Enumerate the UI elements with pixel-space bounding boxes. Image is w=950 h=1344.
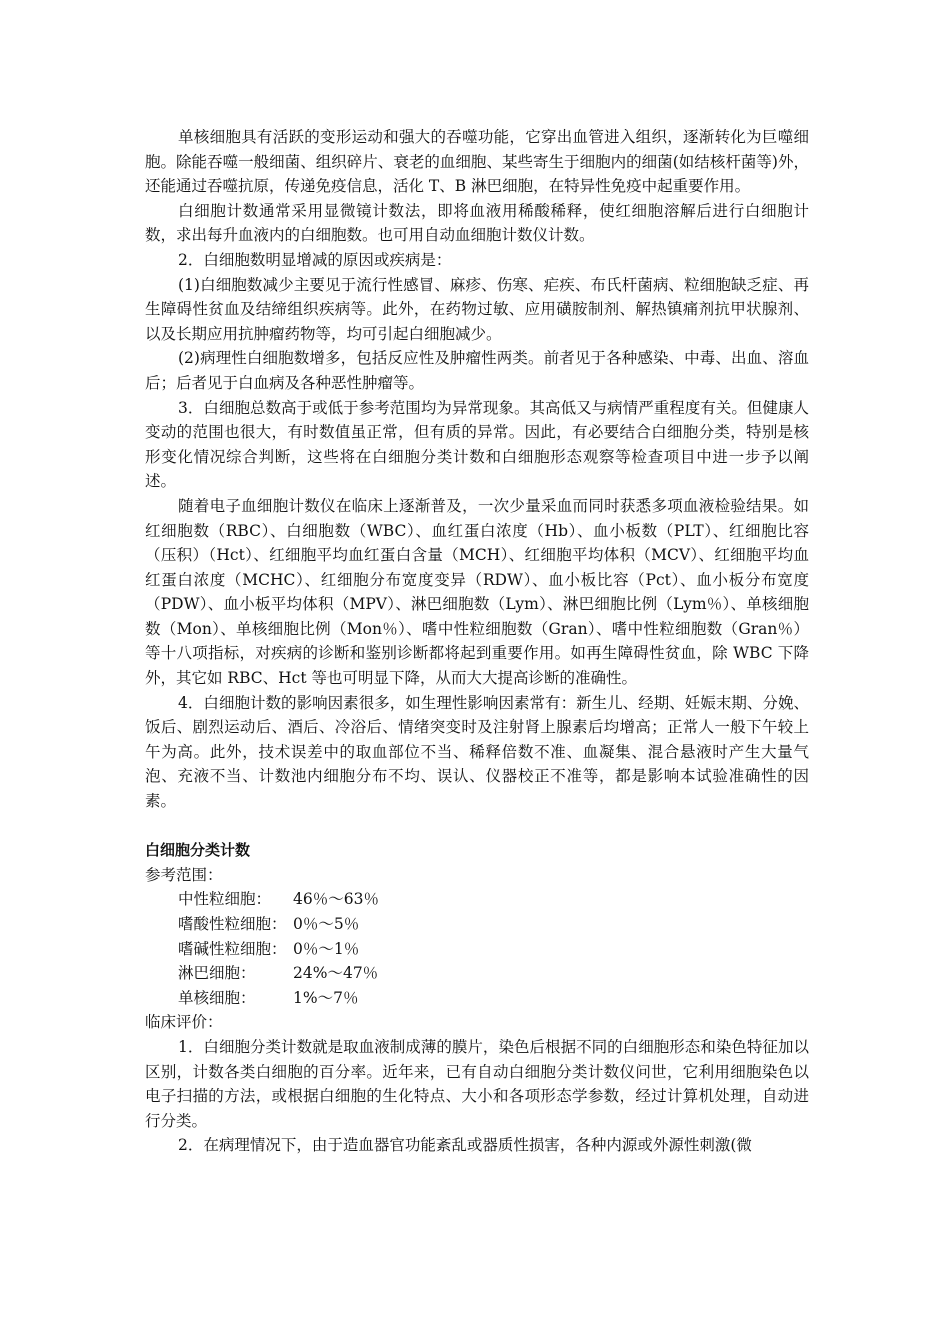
reference-name: 嗜酸性粒细胞： — [178, 915, 287, 933]
paragraph-wbc-change-causes: 2．白细胞数明显增减的原因或疾病是： — [178, 250, 452, 269]
reference-value: 1%～7％ — [293, 988, 359, 1007]
reference-range-label: 参考范围： — [145, 865, 223, 884]
reference-row — [145, 912, 809, 937]
reference-name: 嗜碱性粒细胞： — [178, 939, 287, 958]
paragraph-wbc-count-method: 白细胞计数通常采用显微镜计数法，即将血液用稀酸稀释，使红细胞溶解后进行白细胞计数，求出每升血液内的白细胞数。也可用自动血细胞计数仪计数。 — [145, 201, 809, 245]
reference-row — [145, 961, 809, 986]
reference-value: 24%～47％ — [293, 964, 379, 983]
reference-value: 0％～5％ — [293, 915, 360, 933]
clinical-evaluation-label: 临床评价： — [145, 1013, 223, 1032]
reference-row — [145, 937, 809, 962]
paragraph-pathological-conditions: 2．在病理情况下，由于造血器官功能紊乱或器质性损害，各种内源或外源性刺激(微 — [178, 1136, 752, 1155]
reference-row — [145, 986, 809, 1011]
reference-value: 0％～1％ — [293, 939, 360, 958]
paragraph-wbc-increase: (2)病理性白细胞数增多，包括反应性及肿瘤性两类。前者见于各种感染、中毒、出血、溶血后；后者见于白血病及各种恶性肿瘤等。 — [145, 349, 809, 392]
paragraph-differential-count: 1．白细胞分类计数就是取血液制成薄的膜片，染色后根据不同的白细胞形态和染色特征加以区别，计数各类白细胞的百分率。近年来，已有自动白细胞分类计数仪问世，它利用细胞染色以电子扫描的方法，或根据白细胞的生化特点、大小和各项形态学参数，经过计算机处理，自动进行分类。 — [145, 1037, 809, 1130]
reference-value: 46％～63％ — [293, 890, 379, 909]
paragraph-wbc-decrease: (1)白细胞数减少主要见于流行性感冒、麻疹、伤寒、疟疾、布氏杆菌病、粒细胞缺乏症、再生障碍性贫血及结缔组织疾病等。此外，在药物过敏、应用磺胺制剂、解热镇痛剂抗甲状腺剂、以及长期应用抗肿瘤药物等，均可引起白细胞减少。 — [145, 275, 809, 343]
paragraph-abnormal-range: 3．白细胞总数高于或低于参考范围均为异常现象。其高低又与病情严重程度有关。但健康人变动的范围也很大，有时数值虽正常，但有质的异常。因此，有必要结合白细胞分类，特别是核形变化情况综合判断，这些将在白细胞分类计数和白细胞形态观察等检查项目中进一步予以阐述。 — [145, 398, 809, 491]
reference-row — [145, 887, 809, 912]
section-heading: 白细胞分类计数 — [145, 841, 251, 860]
spacer — [145, 814, 809, 839]
reference-name: 中性粒细胞： — [178, 890, 272, 909]
paragraph-influencing-factors: 4．白细胞计数的影响因素很多，如生理性影响因素常有：新生儿、经期、妊娠末期、分娩、饭后、剧烈运动后、酒后、冷浴后、情绪突变时及注射肾上腺素后均增高；正常人一般下午较上午为高。此外，技术误差中的取血部位不当、稀释倍数不准、血凝集、混合悬液时产生大量气泡、充液不当、计数池内细胞分布不均、误认、仪器校正不准等，都是影响本试验准确性的因素。 — [145, 693, 809, 811]
reference-name: 淋巴细胞： — [178, 964, 256, 983]
document-page — [145, 125, 809, 1158]
paragraph-monocyte-function: 单核细胞具有活跃的变形运动和强大的吞噬功能，它穿出血管进入组织，逐渐转化为巨噬细胞。除能吞噬一般细菌、组织碎片、衰老的血细胞、某些寄生于细胞内的细菌(如结核杆菌等)外，还能通过吞噬抗原，传递免疫信息，活化 T、B 淋巴细胞，在特异性免疫中起重要作用。 — [145, 128, 809, 196]
reference-name: 单核细胞： — [178, 988, 256, 1007]
paragraph-blood-analyzer: 随着电子血细胞计数仪在临床上逐渐普及，一次少量采血而同时获悉多项血液检验结果。如红细胞数（RBC）、白细胞数（WBC）、血红蛋白浓度（Hb）、血小板数（PLT）、红细胞比容（压积）（Hct）、红细胞平均血红蛋白含量（MCH）、红细胞平均体积（MCV）、红细胞平均血红蛋白浓度（MCHC）、红细胞分布宽度变异（RDW）、血小板比容（Pct）、血小板分布宽度（PDW）、血小板平均体积（MPV）、淋巴细胞数（Lym）、淋巴细胞比例（Lym％）、单核细胞数（Mon）、单核细胞比例（Mon％）、嗜中性粒细胞数（Gran）、嗜中性粒细胞数（Gran％）等十八项指标，对疾病的诊断和鉴别诊断都将起到重要作用。如再生障碍性贫血，除 WBC 下降外，其它如 RBC、Hct 等也可明显下降，从而大大提高诊断的准确性。 — [145, 496, 809, 688]
